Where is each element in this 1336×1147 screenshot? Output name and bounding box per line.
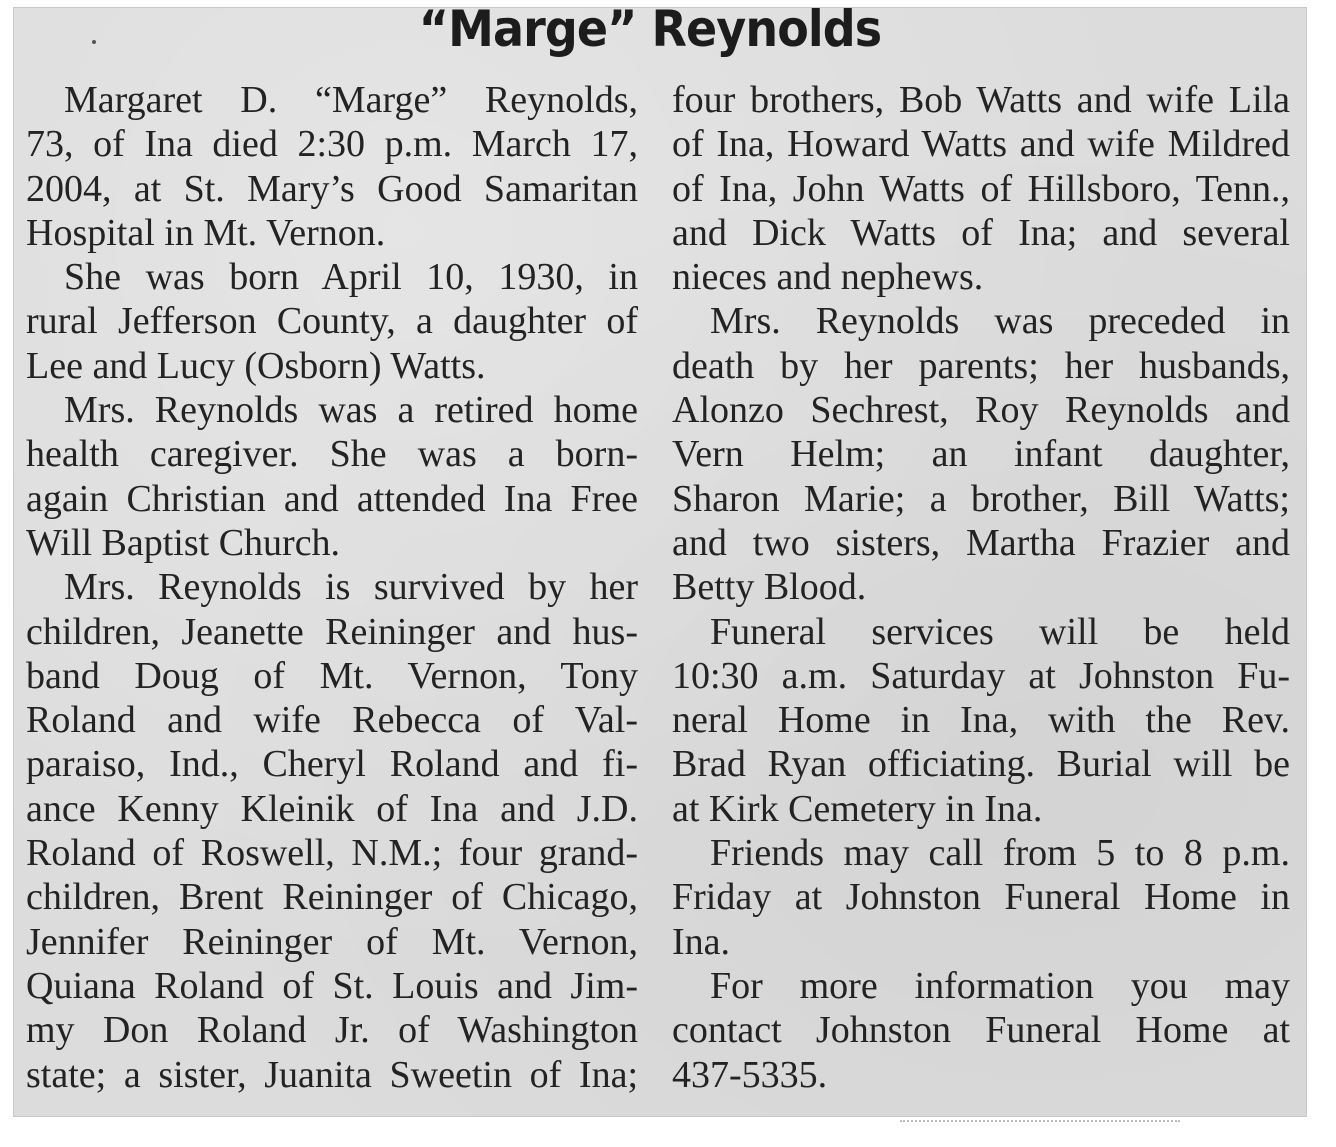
text-line: For more information you may xyxy=(710,964,1290,1007)
text-line: rural Jefferson County, a daughter of xyxy=(26,300,638,343)
text-line: 437-5335. xyxy=(672,1053,828,1096)
text-line: Ina. xyxy=(672,920,731,963)
text-line: Roland of Roswell, N.M.; four grand- xyxy=(26,832,638,875)
text-line: Mrs. Reynolds is survived by her xyxy=(64,566,638,609)
text-line: and Dick Watts of Ina; and several xyxy=(672,211,1290,254)
text-line: of Ina, Howard Watts and wife Mildred xyxy=(672,123,1290,166)
text-line: nieces and nephews. xyxy=(672,256,984,299)
obituary-headline: “Marge” Reynolds xyxy=(418,0,882,58)
text-line: Friday at Johnston Funeral Home in xyxy=(672,876,1290,919)
text-line: contact Johnston Funeral Home at xyxy=(672,1009,1290,1052)
right-column xyxy=(672,78,1290,1097)
text-line: ance Kenny Kleinik of Ina and J.D. xyxy=(26,787,638,830)
bottom-tear-mark xyxy=(900,1120,1180,1124)
text-line: Hospital in Mt. Vernon. xyxy=(26,211,386,254)
text-line: again Christian and attended Ina Free xyxy=(26,477,638,520)
text-line: 73, of Ina died 2:30 p.m. March 17, xyxy=(26,123,638,166)
text-line: Vern Helm; an infant daughter, xyxy=(672,433,1290,476)
text-line: Alonzo Sechrest, Roy Reynolds and xyxy=(672,389,1290,432)
text-line: Friends may call from 5 to 8 p.m. xyxy=(710,832,1290,875)
text-line: Sharon Marie; a brother, Bill Watts; xyxy=(672,477,1290,520)
text-line: Jennifer Reininger of Mt. Vernon, xyxy=(26,920,638,963)
text-line: children, Brent Reininger of Chicago, xyxy=(26,876,638,919)
text-line: 10:30 a.m. Saturday at Johnston Fu- xyxy=(672,654,1290,697)
text-line: and two sisters, Martha Frazier and xyxy=(672,521,1290,564)
text-line: Mrs. Reynolds was preceded in xyxy=(710,300,1290,343)
text-line: She was born April 10, 1930, in xyxy=(64,256,638,299)
text-line: my Don Roland Jr. of Washington xyxy=(26,1009,638,1052)
text-line: Roland and wife Rebecca of Val- xyxy=(26,699,638,742)
text-line: health caregiver. She was a born- xyxy=(26,433,638,476)
text-line: Will Baptist Church. xyxy=(26,521,341,564)
text-line: neral Home in Ina, with the Rev. xyxy=(672,699,1290,742)
text-line: children, Jeanette Reininger and hus- xyxy=(26,610,638,653)
speck xyxy=(92,40,96,44)
text-line: 2004, at St. Mary’s Good Samaritan xyxy=(26,167,638,210)
text-line: Brad Ryan officiating. Burial will be xyxy=(672,743,1290,786)
text-line: at Kirk Cemetery in Ina. xyxy=(672,787,1043,830)
text-line: Mrs. Reynolds was a retired home xyxy=(64,389,638,432)
text-line: death by her parents; her husbands, xyxy=(672,344,1290,387)
left-column xyxy=(26,78,638,1097)
text-line: Lee and Lucy (Osborn) Watts. xyxy=(26,344,486,387)
text-line: state; a sister, Juanita Sweetin of Ina; xyxy=(26,1053,638,1096)
text-line: Quiana Roland of St. Louis and Jim- xyxy=(26,964,638,1007)
text-line: paraiso, Ind., Cheryl Roland and fi- xyxy=(26,743,638,786)
text-line: band Doug of Mt. Vernon, Tony xyxy=(26,654,638,697)
text-line: Funeral services will be held xyxy=(710,610,1290,653)
text-line: Margaret D. “Marge” Reynolds, xyxy=(64,79,638,121)
text-line: four brothers, Bob Watts and wife Lila xyxy=(672,79,1290,121)
text-line: of Ina, John Watts of Hillsboro, Tenn., xyxy=(672,167,1290,210)
text-line: Betty Blood. xyxy=(672,566,867,609)
